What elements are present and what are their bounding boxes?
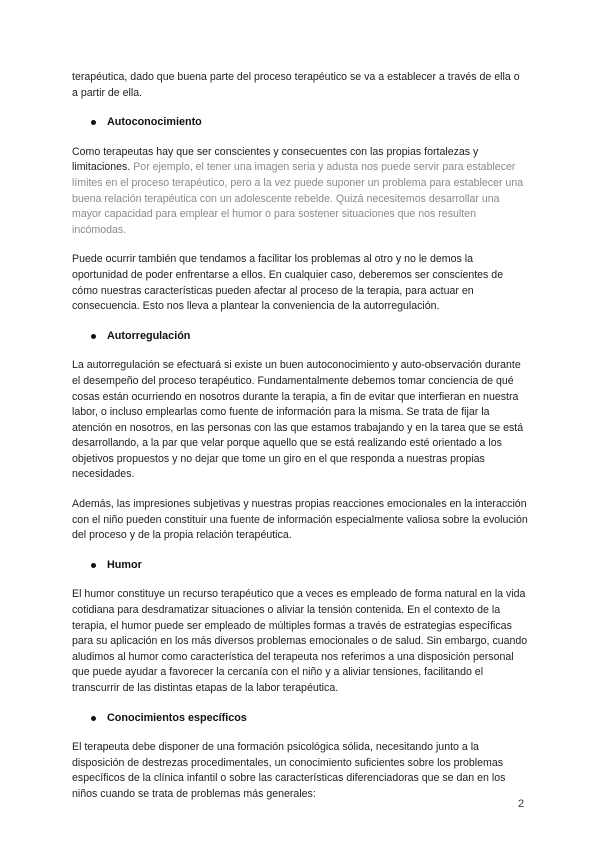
heading-label: Autoconocimiento (107, 116, 202, 129)
bullet-icon (91, 563, 96, 568)
page-number: 2 (518, 798, 525, 810)
humor-paragraph: El humor constituye un recurso terapéutico que a veces es empleado de forma natural en la vida cotidiana para desdramatizar situaciones o aliviar la tensión contenida. En el contexto de la terapia, el humor puede ser empleado de múltiples formas a través de estrategias específicas para su aplicación en los más diversos problemas emocionales o de salud. Sin embargo, cuando aludimos al humor como característica del terapeuta nos referimos a una disposición personal que puede ayudar a favorecer la cercanía con el niño y a aliviar tensiones, facilitando el transcurrir de las distintas etapas de la labor terapéutica. (72, 588, 528, 694)
conocimientos-paragraph: El terapeuta debe disponer de una formación psicológica sólida, necesitando junto a la disposición de destrezas procedimentales, un conocimiento suficientes sobre los problemas específicos de la clínica infantil o sobre las características diferenciadoras que se dan en los niños cuando se trata de problemas más generales: (72, 741, 506, 800)
section-heading-autoconocimiento (72, 115, 528, 131)
autoconocimiento-paragraph-2: Puede ocurrir también que tendamos a facilitar los problemas al otro y no le demos la oportunidad de poder enfrentarse a ellos. En cualquier caso, deberemos ser conscientes de cómo nuestras características pueden afectar al proceso de la terapia, para actuar en consecuencia. Esto nos lleva a plantear la conveniencia de la autorregulación. (72, 253, 504, 313)
bullet-icon (91, 120, 96, 125)
section-heading-conocimientos (72, 711, 528, 727)
autorregulacion-paragraph-1: La autorregulación se efectuará si existe un buen autoconocimiento y auto-observación durante el desempeño del proceso terapéutico. Fundamentalmente debemos tomar conciencia de qué cosas están ocurriendo en nosotros durante la terapia, a fin de evitar que interfieran en nuestra labor, o incluso emplearlas como fuente de información para la misma. Se trata de fijar la atención en nosotros, en las personas con las que estamos trabajando y en la tarea que se está desarrollando, a la par que velar porque aquello que se está realizando esté orientado a los objetivos propuestos y no dejar que tome un giro en el que responda a nuestras propias necesidades. (72, 359, 524, 481)
paragraph-text: Como terapeutas hay que ser conscientes y consecuentes con las propias fortalezas y limitaciones. (72, 145, 479, 174)
bullet-icon (91, 716, 96, 721)
heading-label: Autorregulación (107, 329, 191, 342)
autoconocimiento-paragraph-1 (72, 145, 528, 239)
section-heading-humor (72, 558, 528, 574)
section-heading-autorregulacion (72, 329, 528, 345)
intro-paragraph: terapéutica, dado que buena parte del proceso terapéutico se va a establecer a través de ella o a partir de ella. (72, 71, 520, 99)
heading-label: Conocimientos específicos (107, 711, 247, 724)
autorregulacion-paragraph-2: Además, las impresiones subjetivas y nuestras propias reacciones emocionales en la interacción con el niño pueden constituir una fuente de información especialmente valiosa sobre la evolución del proceso y de la propia relación terapéutica. (72, 498, 528, 542)
document-body (72, 70, 528, 803)
heading-label: Humor (107, 558, 142, 571)
bullet-icon (91, 334, 96, 339)
example-text: Por ejemplo, el tener una imagen seria y adusta nos puede servir para establecer límites en el proceso terapéutico, pero a la vez puede suponer un problema para establecer una buena relación terapéutica con un adolescente rebelde. Quizá necesitemos desarrollar una mayor capacidad para emplear el humor o para sostener situaciones que nos resulten incómodas. (72, 161, 524, 236)
